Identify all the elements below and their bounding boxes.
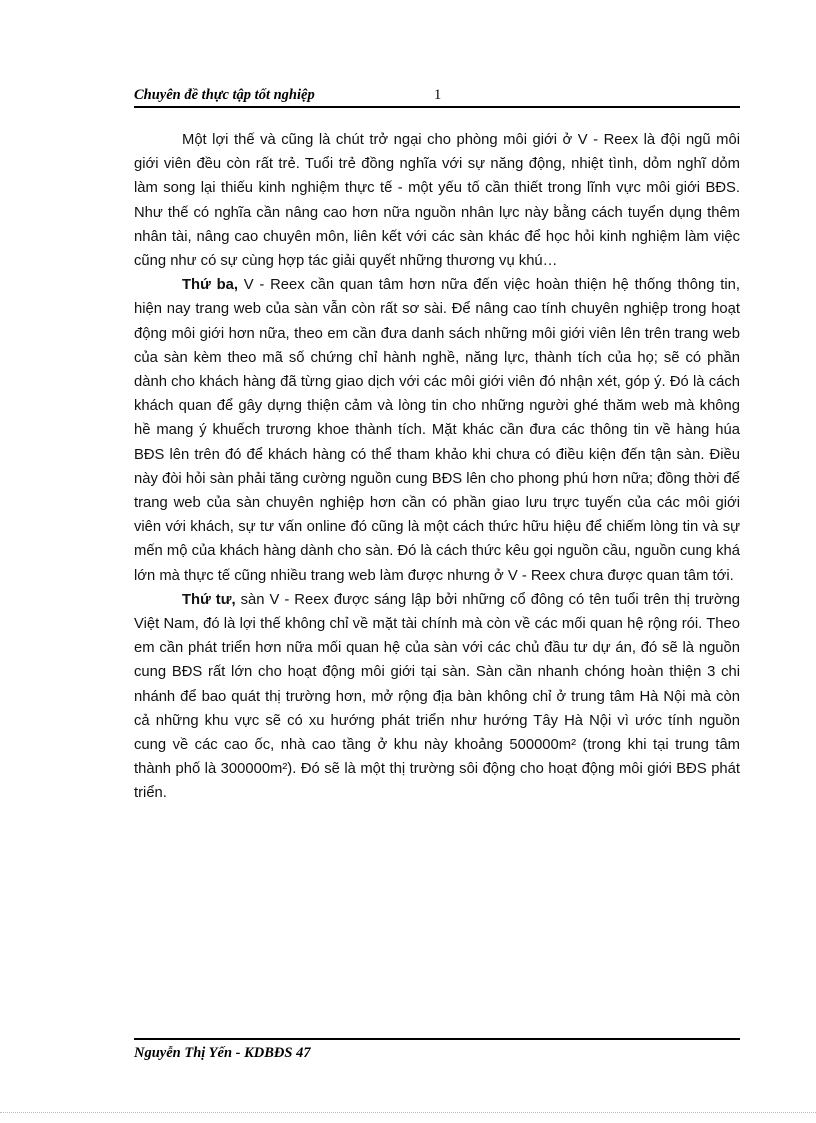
paragraph [134, 273, 740, 588]
paragraph-text: sàn V - Reex được sáng lập bởi những cổ đông có tên tuổi trên thị trường Việt Nam, đó là lợi thế không chỉ về mặt tài chính mà còn về các mối quan hệ rộng rói. Theo em cần phát triển hơn nữa mối quan hệ của sàn với các chủ đầu tư dự án, đó sẽ là nguồn cung BĐS rất lớn cho hoạt động môi giới tại sàn. Sàn cần nhanh chóng hoàn thiện 3 chi nhánh để bao quát thị trường hơn, mở rộng địa bàn không chỉ ở trung tâm Hà Nội mà còn cả những khu vực sẽ có xu hướng phát triển như hướng Tây Hà Nội vì ước tính nguồn cung về các cao ốc, nhà cao tầng ở khu này khoảng 500000m² (trong khi tại trung tâm thành phố là 300000m²). Đó sẽ là một thị trường sôi động cho hoạt động môi giới BĐS phát triển. [134, 591, 740, 802]
paragraph [134, 588, 740, 806]
footer-author: Nguyễn Thị Yến - KDBĐS 47 [134, 1045, 311, 1061]
paragraph-lead: Thứ tư, [182, 591, 236, 608]
paragraph-text: V - Reex cần quan tâm hơn nữa đến việc hoàn thiện hệ thống thông tin, hiện nay trang web của sàn vẫn còn rất sơ sài. Để nâng cao tính chuyên nghiệp trong hoạt động môi giới hơn nữa, theo em cần đưa danh sách những môi giới viên lên trên trang web của sàn kèm theo mã số chứng chỉ hành nghề, năng lực, thành tích của họ; sẽ có phần dành cho khách hàng đã từng giao dịch với các môi giới viên đó nhận xét, góp ý. Đó là cách khách quan để gây dựng thiện cảm và lòng tin cho những người ghé thăm web mà không hề mang ý khuếch trương khoe thành tích. Mặt khác cần đưa các thông tin về hàng húa BĐS lên trên đó để khách hàng có thể tham khảo khi chưa có điều kiện đến tận sàn. Điều này đòi hỏi sàn phải tăng cường nguồn cung BĐS lên cho phong phú hơn nữa; đồng thời để trang web của sàn chuyên nghiệp hơn cần có phần giao lưu trực tuyến của các môi giới viên với khách, sự tư vấn online đó cũng là một cách thức hữu hiệu để chiếm lòng tin và sự mến mộ của khách hàng dành cho sàn. Đó là cách thức kêu gọi nguồn cầu, nguồn cung khá lớn mà thực tế cũng nhiều trang web làm được nhưng ở V - Reex chưa được quan tâm tới. [134, 277, 740, 584]
page-bottom-divider [0, 1112, 816, 1113]
page-footer [134, 1038, 740, 1062]
paragraph-lead: Thứ ba, [182, 277, 238, 294]
header-title: Chuyên đề thực tập tốt nghiệp [134, 87, 315, 103]
document-body [134, 128, 740, 806]
page-header [134, 86, 740, 108]
page-number: 1 [434, 87, 442, 103]
paragraph-text: Một lợi thế và cũng là chút trở ngại cho phòng môi giới ở V - Reex là đội ngũ môi giới viên đều còn rất trẻ. Tuổi trẻ đồng nghĩa với sự năng động, nhiệt tình, dỏm nghĩ dỏm làm song lại thiếu kinh nghiệm thực tế - một yếu tố cần thiết trong lĩnh vực môi giới BĐS. Như thế có nghĩa cần nâng cao hơn nữa nguồn nhân lực này bằng cách tuyển dụng thêm nhân tài, nâng cao chuyên môn, liên kết với các sàn khác để học hỏi kinh nghiệm làm việc cũng như có sự cùng hợp tác giải quyết những thương vụ khú… [134, 132, 740, 270]
paragraph [134, 128, 740, 273]
